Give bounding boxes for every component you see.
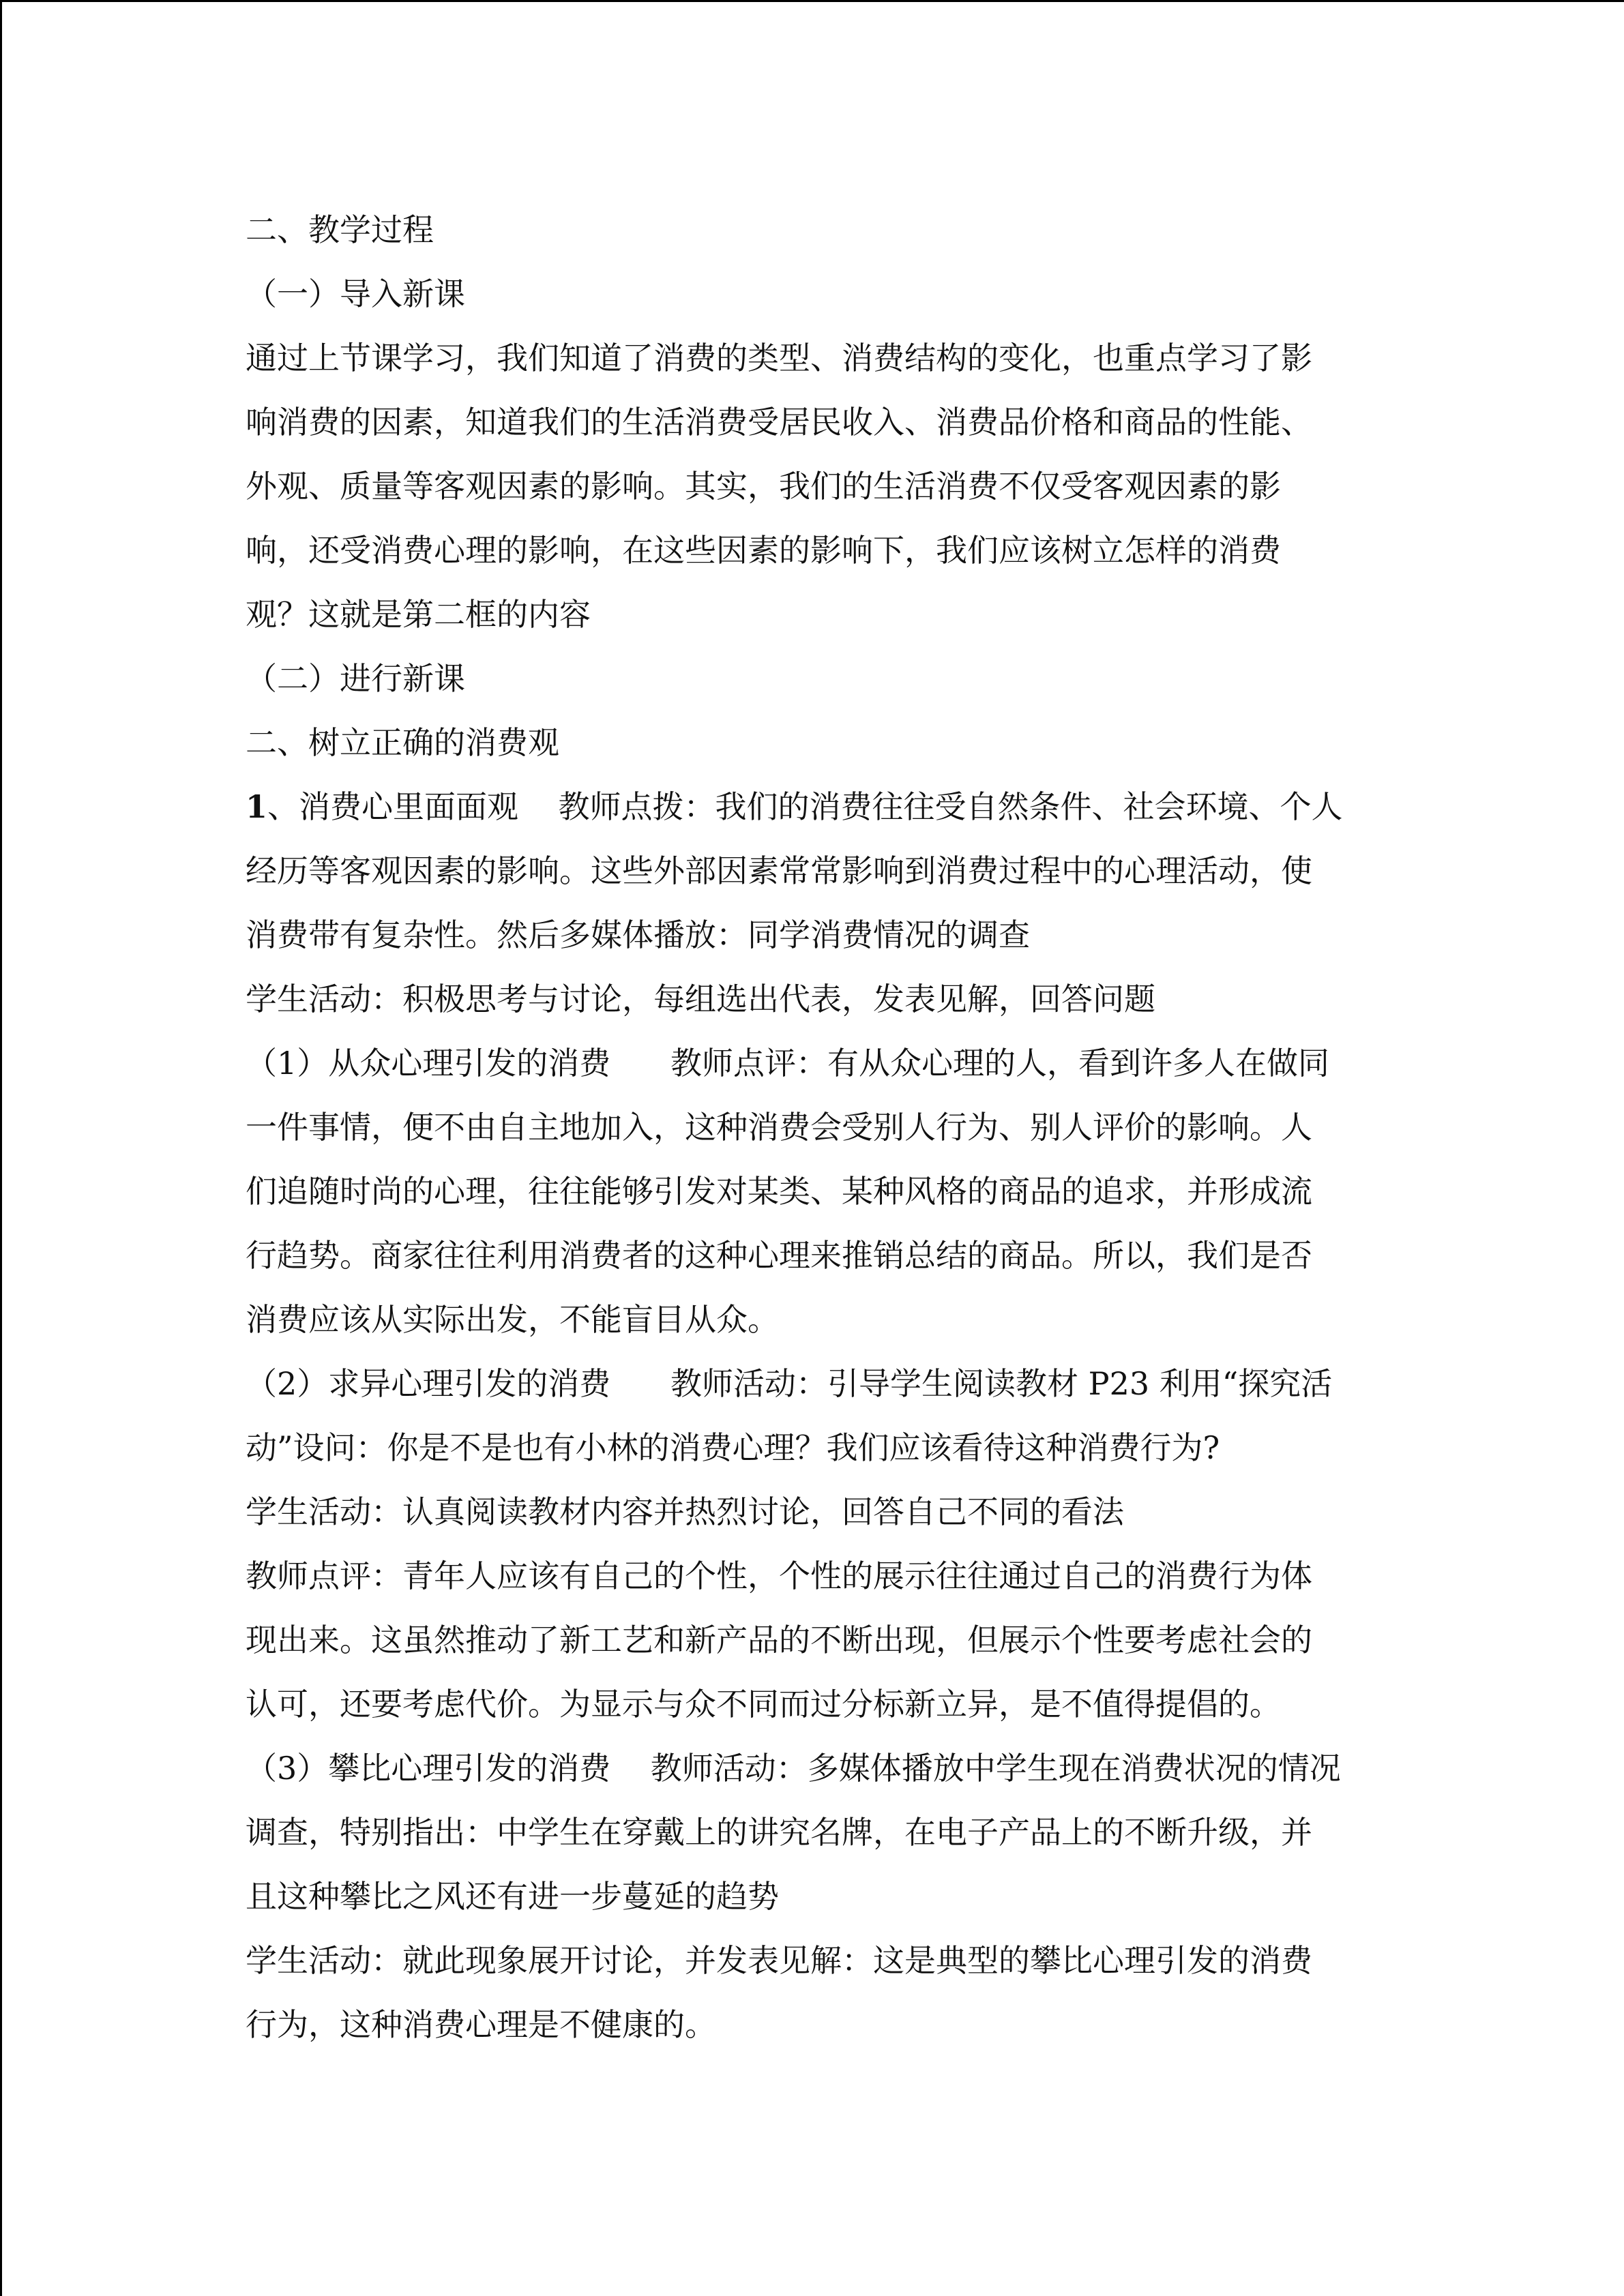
paragraph-line: 外观、质量等客观因素的影响。其实，我们的生活消费不仅受客观因素的影: [246, 468, 1281, 505]
item-number: 1: [246, 788, 268, 825]
paragraph-line: 通过上节课学习，我们知道了消费的类型、消费结构的变化，也重点学习了影: [246, 340, 1312, 376]
paragraph-line: 响消费的因素，知道我们的生活消费受居民收入、消费品价格和商品的性能、: [246, 404, 1312, 441]
paragraph-line: 且这种攀比之风还有进一步蔓延的趋势: [246, 1878, 779, 1915]
paragraph-line: 观？这就是第二框的内容: [246, 596, 591, 633]
paragraph-line: （1）从众心理引发的消费 教师点评：有从众心理的人，看到许多人在做同: [246, 1045, 1329, 1082]
paragraph-line: 行趋势。商家往往利用消费者的这种心理来推销总结的商品。所以，我们是否: [246, 1237, 1312, 1274]
paragraph-line: 学生活动：积极思考与讨论，每组选出代表，发表见解，回答问题: [246, 981, 1155, 1017]
document-body: [246, 198, 1391, 2057]
paragraph-line: 们追随时尚的心理，往往能够引发对某类、某种风格的商品的追求，并形成流: [246, 1173, 1312, 1210]
paragraph-line: 调查，特别指出：中学生在穿戴上的讲究名牌，在电子产品上的不断升级，并: [246, 1814, 1312, 1851]
item-text: 、消费心里面面观 教师点拨：我们的消费往往受自然条件、社会环境、个人: [267, 788, 1343, 825]
paragraph-line: 行为，这种消费心理是不健康的。: [246, 2006, 716, 2043]
subsection-heading: （二）进行新课: [246, 660, 465, 697]
paragraph-line: 一件事情，便不由自主地加入，这种消费会受别人行为、别人评价的影响。人: [246, 1109, 1312, 1146]
subsection-heading: （一）导入新课: [246, 275, 465, 312]
section-heading: 二、树立正确的消费观: [246, 724, 559, 761]
numbered-item-line: [246, 775, 1391, 839]
paragraph-line: 动”设问：你是不是也有小林的消费心理？我们应该看待这种消费行为?: [246, 1429, 1220, 1466]
paragraph-line: 消费应该从实际出发，不能盲目从众。: [246, 1301, 779, 1338]
paragraph-line: 学生活动：就此现象展开讨论，并发表见解：这是典型的攀比心理引发的消费: [246, 1942, 1312, 1979]
paragraph-line: 认可，还要考虑代价。为显示与众不同而过分标新立异，是不值得提倡的。: [246, 1686, 1281, 1723]
paragraph-line: 响，还受消费心理的影响，在这些因素的影响下，我们应该树立怎样的消费: [246, 532, 1281, 569]
section-heading: 二、教学过程: [246, 211, 434, 248]
paragraph-line: （2）求异心理引发的消费 教师活动：引导学生阅读教材 P23 利用“探究活: [246, 1365, 1333, 1402]
paragraph-line: 现出来。这虽然推动了新工艺和新产品的不断出现，但展示个性要考虑社会的: [246, 1622, 1312, 1658]
paragraph-line: （3）攀比心理引发的消费 教师活动：多媒体播放中学生现在消费状况的情况: [246, 1750, 1341, 1787]
paragraph-line: 学生活动：认真阅读教材内容并热烈讨论，回答自己不同的看法: [246, 1493, 1124, 1530]
paragraph-line: 消费带有复杂性。然后多媒体播放：同学消费情况的调查: [246, 916, 1030, 953]
paragraph-line: 经历等客观因素的影响。这些外部因素常常影响到消费过程中的心理活动，使: [246, 852, 1312, 889]
paragraph-line: 教师点评：青年人应该有自己的个性，个性的展示往往通过自己的消费行为体: [246, 1557, 1312, 1594]
